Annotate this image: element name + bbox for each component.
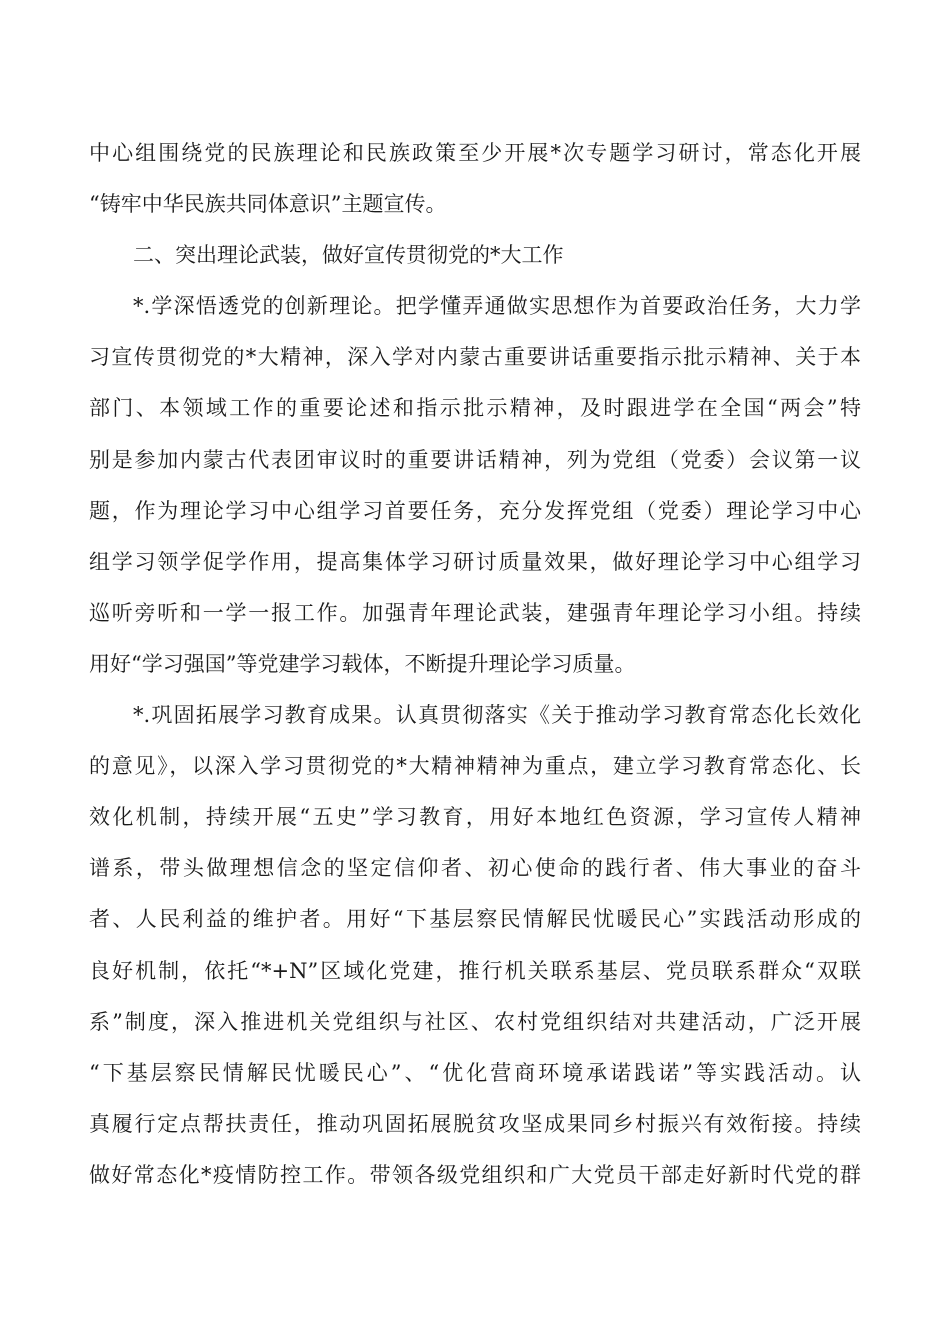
paragraph-1-line-4: 别是参加内蒙古代表团审议时的重要讲话精神，列为党组（党委）会议第一议 xyxy=(89,447,861,472)
paragraph-2-line-10: 做好常态化*疫情防控工作。带领各级党组织和广大党员干部走好新时代党的群 xyxy=(89,1162,861,1187)
paragraph-1-line-5: 题，作为理论学习中心组学习首要任务，充分发挥党组（党委）理论学习中心 xyxy=(89,498,861,523)
paragraph-1-line-6: 组学习领学促学作用，提高集体学习研讨质量效果，做好理论学习中心组学习 xyxy=(89,549,861,574)
text-line-1: 中心组围绕党的民族理论和民族政策至少开展*次专题学习研讨，常态化开展 xyxy=(89,141,861,165)
paragraph-2-line-6: 良好机制，依托“*+N”区域化党建，推行机关联系基层、党员联系群众“双联 xyxy=(89,958,861,983)
paragraph-2-line-2: 的意见》，以深入学习贯彻党的*大精神精神为重点，建立学习教育常态化、长 xyxy=(89,754,861,779)
paragraph-1-line-8: 用好“学习强国”等党建学习载体，不断提升理论学习质量。 xyxy=(89,651,636,676)
paragraph-2-line-5: 者、人民利益的维护者。用好“下基层察民情解民忧暖民心”实践活动形成的 xyxy=(89,907,861,932)
paragraph-1-line-7: 巡听旁听和一学一报工作。加强青年理论武装，建强青年理论学习小组。持续 xyxy=(89,600,861,625)
paragraph-1-line-2: 习宣传贯彻党的*大精神，深入学对内蒙古重要讲话重要指示批示精神、关于本 xyxy=(89,345,861,370)
paragraph-1-line-3: 部门、本领域工作的重要论述和指示批示精神，及时跟进学在全国“两会”特 xyxy=(89,396,861,421)
paragraph-2-line-1: *.巩固拓展学习教育成果。认真贯彻落实《关于推动学习教育常态化长效化 xyxy=(133,703,861,728)
paragraph-1-line-1: *.学深悟透党的创新理论。把学懂弄通做实思想作为首要政治任务，大力学 xyxy=(133,294,861,319)
paragraph-2-line-7: 系”制度，深入推进机关党组织与社区、农村党组织结对共建活动，广泛开展 xyxy=(89,1009,861,1034)
paragraph-2-line-4: 谱系，带头做理想信念的坚定信仰者、初心使命的践行者、伟大事业的奋斗 xyxy=(89,856,861,881)
paragraph-2-line-3: 效化机制，持续开展“五史”学习教育，用好本地红色资源，学习宣传人精神 xyxy=(89,805,861,830)
section-heading: 二、突出理论武装，做好宣传贯彻党的*大工作 xyxy=(133,243,564,268)
paragraph-2-line-8: “下基层察民情解民忧暖民心”、“优化营商环境承诺践诺”等实践活动。认 xyxy=(89,1060,861,1085)
text-line-2: “铸牢中华民族共同体意识”主题宣传。 xyxy=(89,192,447,217)
paragraph-2-line-9: 真履行定点帮扶责任，推动巩固拓展脱贫攻坚成果同乡村振兴有效衔接。持续 xyxy=(89,1111,861,1136)
